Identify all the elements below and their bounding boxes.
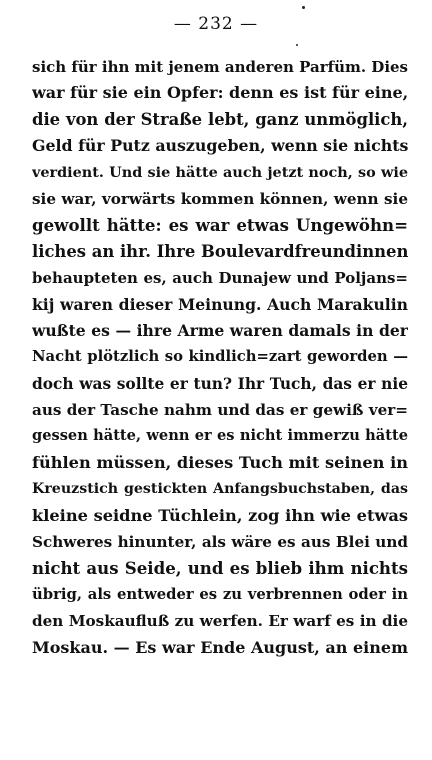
text-line: die von der Straße lebt, ganz unmöglich,: [32, 109, 408, 129]
text-line: doch was sollte er tun? Ihr Tuch, das er nie: [32, 374, 408, 393]
text-line: gewollt hätte: es war etwas Ungewöhn=: [32, 215, 408, 236]
text-line: Kreuzstich gestickten Anfangsbuchstaben, das: [32, 481, 408, 498]
text-line: gessen hätte, wenn er es nicht immerzu hätte: [32, 427, 408, 445]
text-line: übrig, als entweder es zu verbrennen oder in: [32, 585, 408, 603]
page-number: — 232 —: [173, 14, 259, 34]
ink-speck: [296, 44, 298, 46]
text-line: Geld für Putz auszugeben, wenn sie nichts: [32, 136, 408, 156]
text-line: den Moskaufluß zu werfen. Er warf es in die: [32, 612, 408, 631]
text-line: verdient. Und sie hätte auch jetzt noch, so wie: [32, 163, 408, 181]
text-line: Schweres hinunter, als wäre es aus Blei und: [32, 533, 408, 552]
ink-speck: [302, 6, 305, 9]
text-line: wußte es — ihre Arme waren damals in der: [32, 320, 408, 340]
text-line: sie war, vorwärts kommen können, wenn sie: [32, 189, 408, 208]
text-line: kij waren dieser Meinung. Auch Marakulin: [32, 294, 408, 314]
text-line: fühlen müssen, dieses Tuch mit seinen in: [32, 452, 408, 472]
text-line: aus der Tasche nahm und das er gewiß ver=: [32, 401, 408, 420]
text-line: kleine seidne Tüchlein, zog ihn wie etwas: [32, 505, 408, 525]
text-line: nicht aus Seide, und es blieb ihm nichts: [32, 558, 408, 579]
text-line: Moskau. — Es war Ende August, an einem: [32, 637, 408, 657]
text-line: behaupteten es, auch Dunajew und Poljans=: [32, 269, 408, 288]
text-line: war für sie ein Opfer: denn es ist für eine,: [32, 83, 408, 103]
text-line: sich für ihn mit jenem anderen Parfüm. Dies: [32, 58, 408, 76]
text-line: Nacht plötzlich so kindlich=zart geworden —: [32, 348, 408, 366]
text-line: liches an ihr. Ihre Boulevardfreundinnen: [32, 241, 408, 261]
body-text: [32, 54, 408, 661]
